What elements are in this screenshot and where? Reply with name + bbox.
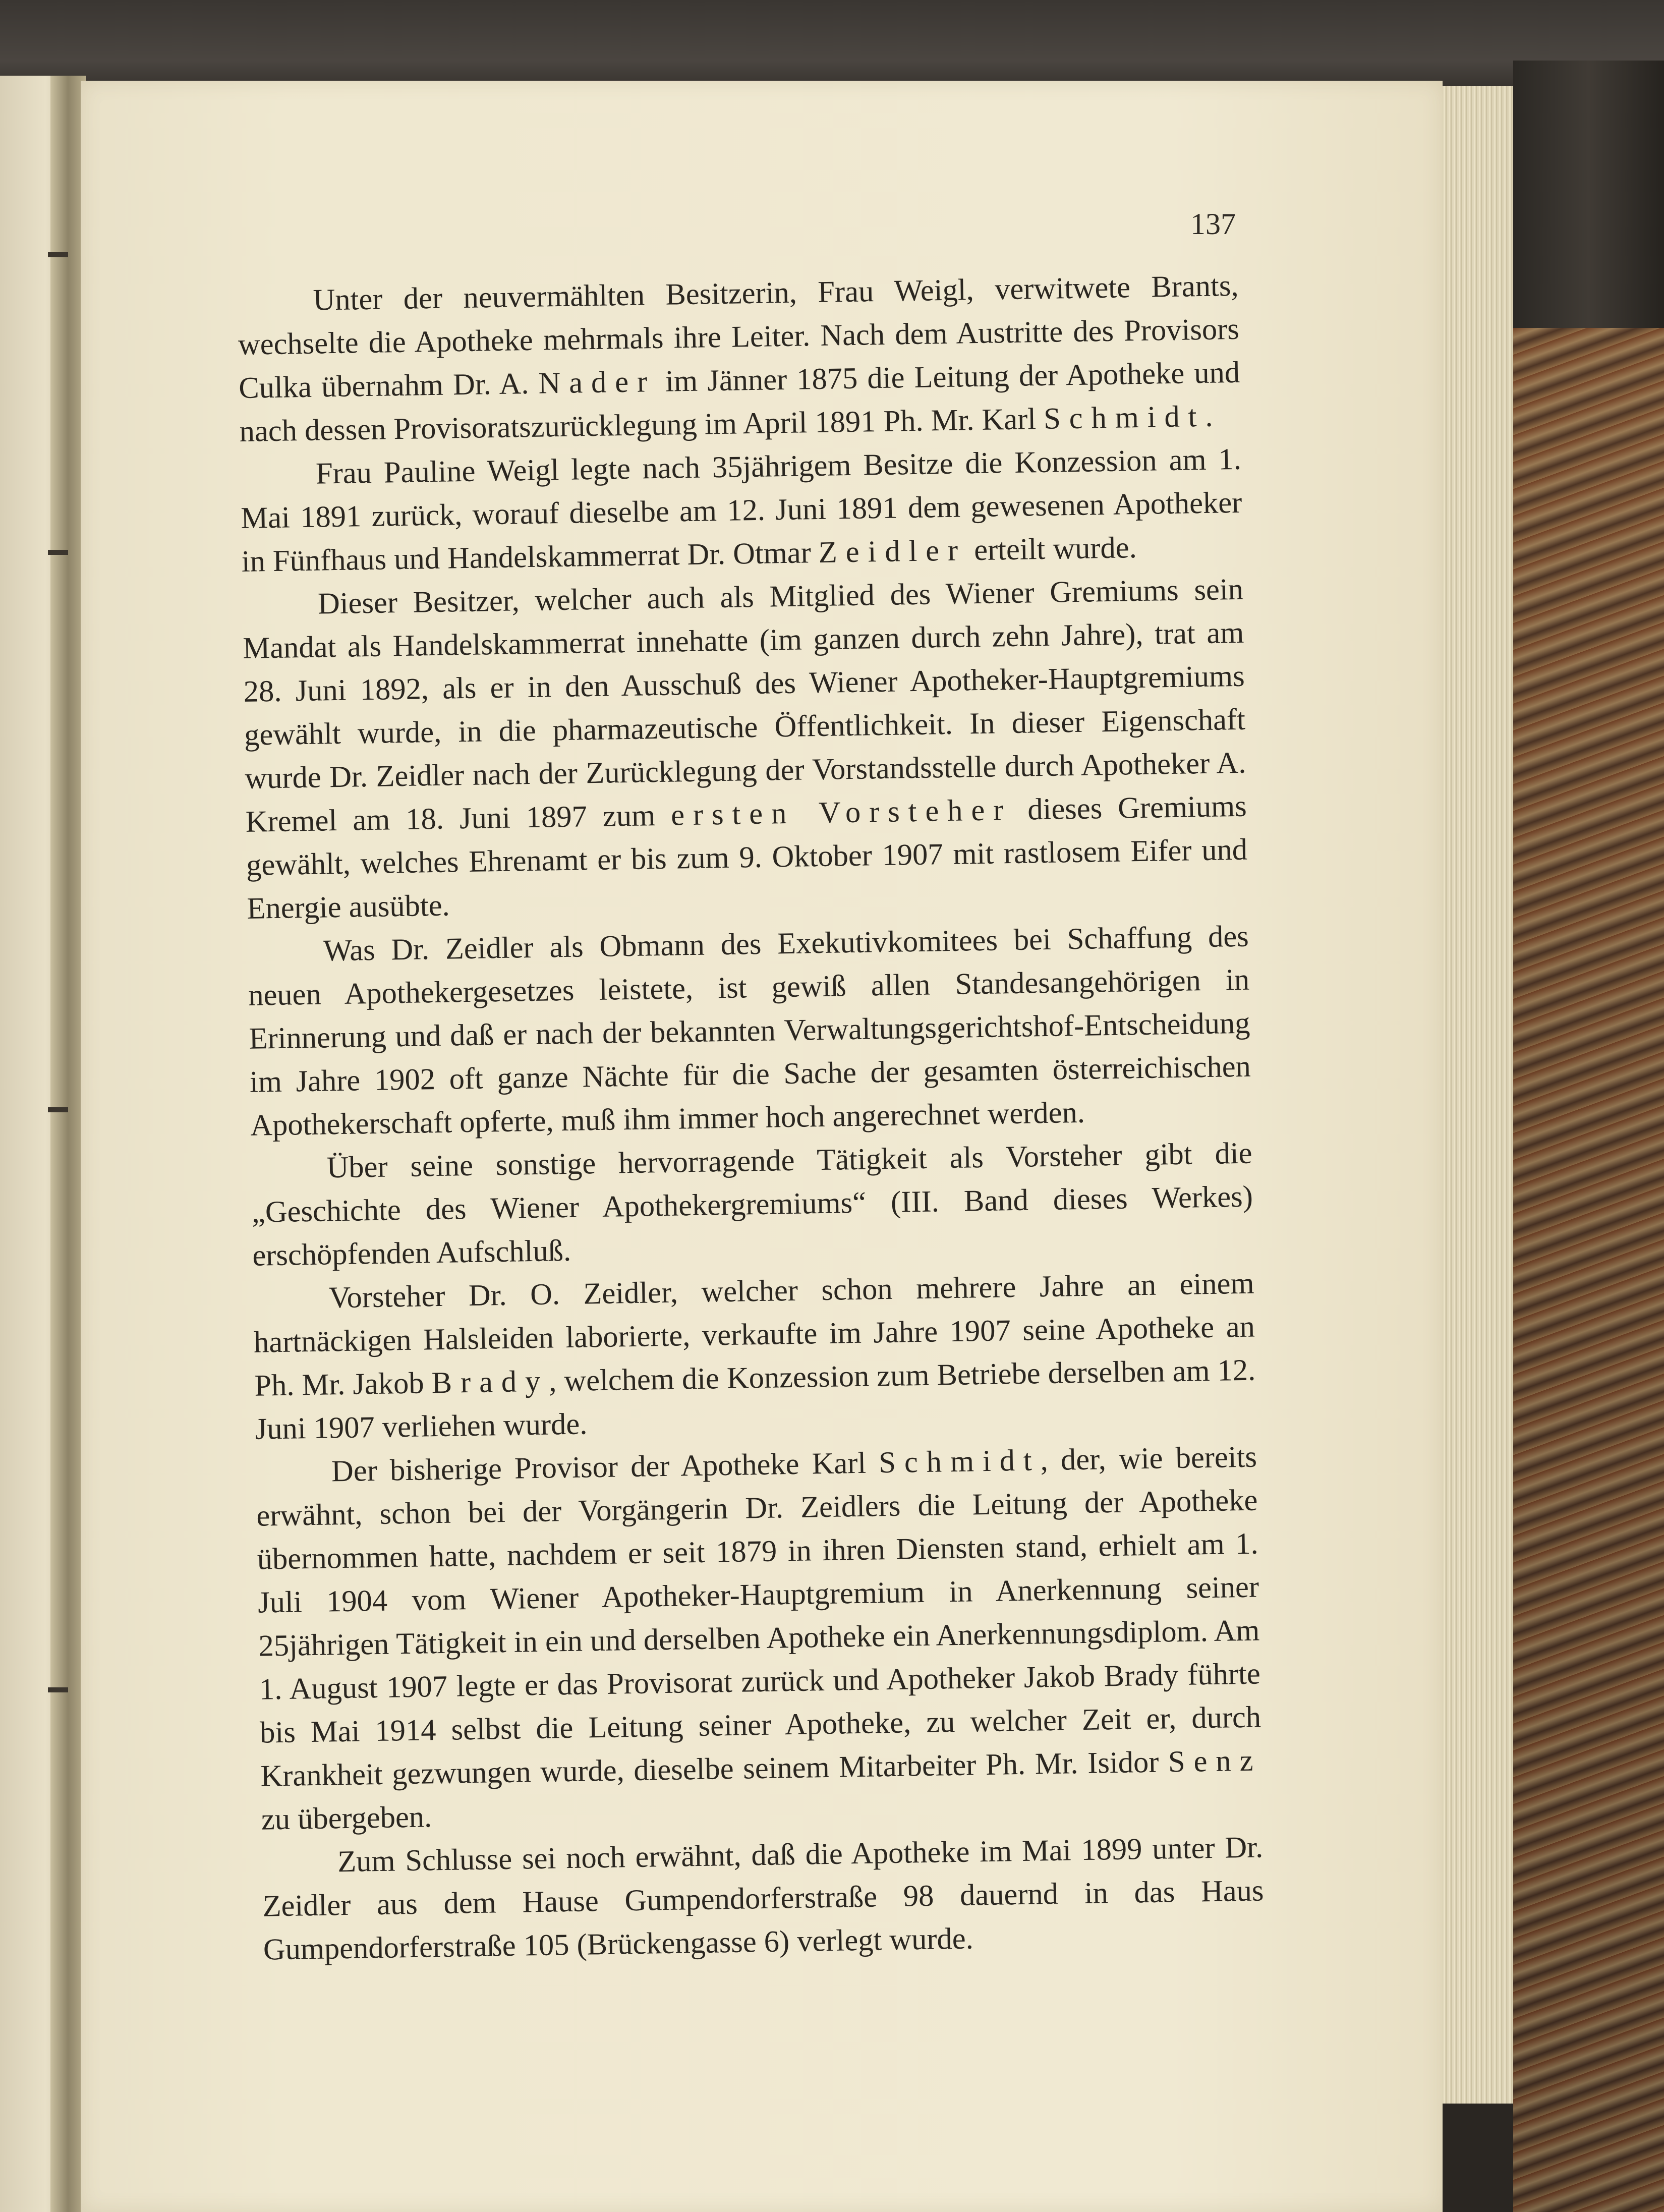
- book-spine: [1513, 61, 1664, 333]
- text-run: Unter der neuvermählten Besitzerin, Frau Weigl, verwitwete Brants, wechselte die Apotheke mehrmals ihre Leiter. Nach dem Austritte des Provisors Culka übernahm Dr. A.: [238, 268, 1240, 405]
- binding-stitch: [48, 252, 68, 257]
- spaced-name: Schmidt: [1043, 399, 1206, 436]
- paragraph: [262, 1826, 1265, 1971]
- binding-stitch: [48, 1687, 68, 1692]
- text-run: Der bisherige Provisor der Apotheke Karl: [331, 1446, 879, 1489]
- paragraph: [255, 1436, 1263, 1842]
- binding-stitch: [48, 550, 68, 555]
- spaced-name: ersten Vorsteher: [670, 793, 1012, 832]
- text-run: Frau Pauline Weigl legte nach 35jährigem Besitze die Konzession am 1. Mai 1891 zurück, worauf dieselbe am 12. Juni 1891 dem gewesenen Apotheker in Fünfhaus und Handelskammerrat Dr. Otmar: [240, 442, 1242, 579]
- spaced-name: Nader: [538, 364, 656, 401]
- paragraph: [237, 264, 1241, 453]
- text-run: , der, wie bereits erwähnt, schon bei der Vorgängerin Dr. Zeidlers die Leitung der Apotheke übernommen hatte, nachdem er seit 1879 in ihren Diensten stand, erhielt am 1. Juli 1904 vom Wiener Apotheker-Hauptgremium in Anerkennung seiner 25jährigen Tätigkeit in ein und derselben Apotheke ein Anerkennungsdiplom. Am 1. August 1907 legte er das Provisorat zurück und Apotheker Jakob Brady führte bis Mai 1914 selbst die Leitung seiner Apotheke, zu welcher Zeit er, durch Krankheit gezwungen wurde, dieselbe seinem Mitarbeiter Ph. Mr. Isidor: [256, 1440, 1261, 1793]
- paragraph: [251, 1132, 1254, 1278]
- text-run: Vorsteher Dr. O. Zeidler, welcher schon mehrere Jahre an einem hartnäckigen Halsleiden laborierte, verkaufte im Jahre 1907 seine Apotheke an Ph. Mr. Jakob: [253, 1266, 1255, 1403]
- spaced-name: Senz: [1168, 1743, 1262, 1779]
- paragraph: [240, 438, 1243, 584]
- text-run: Dieser Besitzer, welcher auch als Mitglied des Wiener Gremiums sein Mandat als Handelskammerrat innehatte (im ganzen durch zehn Jahre), trat am 28. Juni 1892, als er in den Ausschuß des Wiener Apotheker-Hauptgremiums gewählt wurde, in die pharmazeutische Öffentlichkeit. In dieser Eigenschaft wurde Dr. Zeidler nach der Zurücklegung der Vorstandsstelle durch Apotheker A. Kremel am 18. Juni 1897 zum: [242, 572, 1246, 839]
- text-run: im Jänner 1875 die Leitung der Apotheke und nach dessen Provisoratszurücklegung im April 1891 Ph. Mr. Karl: [239, 355, 1240, 448]
- text-run: , welchem die Konzession zum Betriebe derselben am 12. Juni 1907 verliehen wurde.: [255, 1353, 1256, 1446]
- paragraph: [253, 1262, 1256, 1451]
- text-run: zu übergeben.: [261, 1800, 432, 1837]
- text-run: erteilt wurde.: [966, 531, 1137, 568]
- paragraph: [247, 915, 1252, 1148]
- binding-stitch: [48, 1107, 68, 1112]
- text-run: dieses Gremiums gewählt, welches Ehrenamt er bis zum 9. Oktober 1907 mit rastlosem Eifer und Energie ausübte.: [246, 789, 1248, 926]
- spaced-name: Schmidt: [878, 1443, 1041, 1480]
- spaced-name: Brady: [431, 1364, 549, 1400]
- text-run: Über seine sonstige hervorragende Tätigkeit als Vorsteher gibt die „Geschichte des Wiener Apothekergremiums“ (III. Band dieses Werkes) erschöpfenden Aufschluß.: [251, 1136, 1253, 1273]
- text-run: Zum Schlusse sei noch erwähnt, daß die Apotheke im Mai 1899 unter Dr. Zeidler aus dem Hause Gumpendorferstraße 98 dauernd in das Haus Gumpendorferstraße 105 (Brückengasse 6) verlegt wurde.: [262, 1830, 1264, 1967]
- text-run: Was Dr. Zeidler als Obmann des Exekutivkomitees bei Schaffung des neuen Apothekergesetzes leistete, ist gewiß allen Standesangehörigen in Erinnerung und daß er nach der bekannten Verwaltungsgerichtshof-Entscheidung im Jahre 1902 oft ganze Nächte für die Sache der gesamten österreichischen Apothekerschaft opferte, muß ihm immer hoch angerechnet werden.: [248, 919, 1251, 1143]
- body-text: [237, 264, 1265, 1972]
- page-number: 137: [1190, 207, 1236, 241]
- text-run: .: [1204, 399, 1214, 433]
- paragraph: [242, 568, 1248, 931]
- page-edges: [1443, 86, 1513, 2104]
- spaced-name: Zeidler: [818, 533, 967, 570]
- marbled-cover: [1513, 328, 1664, 2212]
